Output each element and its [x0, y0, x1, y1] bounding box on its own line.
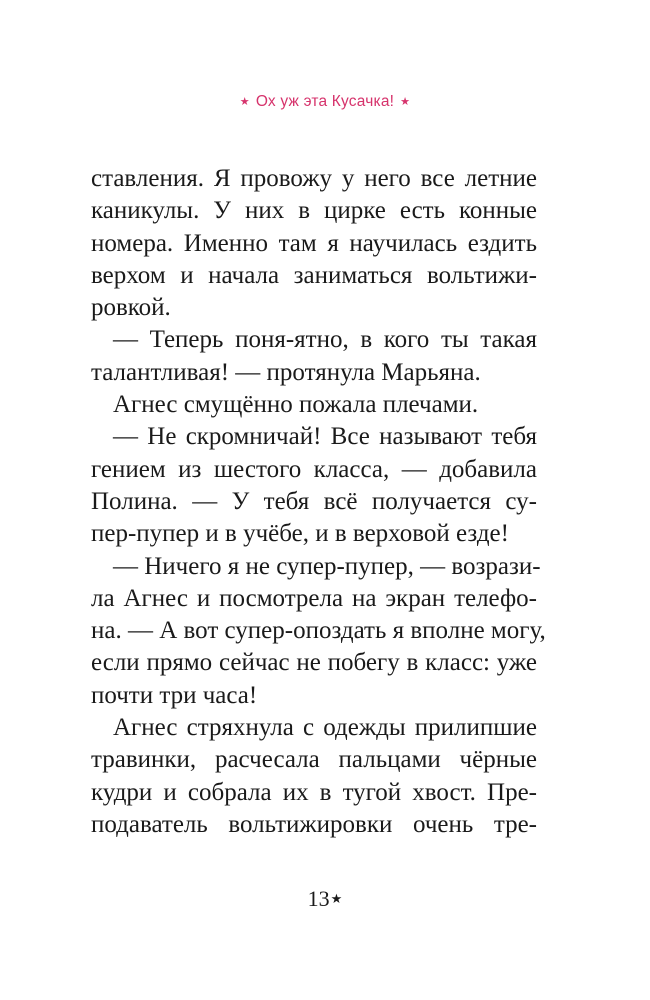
text-line: кудри и собрала их в тугой хвост. Пре- [91, 778, 537, 806]
text-line: на. — А вот супер-опоздать я вполне могу, [91, 617, 546, 645]
star-icon-left: ★ [239, 96, 250, 108]
text-line: почти три часа! [91, 681, 258, 709]
text-line: ровкой. [91, 294, 171, 322]
running-header [0, 93, 650, 111]
body-text [91, 163, 546, 841]
text-line: подаватель вольтижировки очень тре- [91, 810, 537, 838]
running-header-title: Ох уж эта Кусачка! [255, 93, 395, 110]
page-number-value: 13 [307, 886, 330, 911]
text-line: — Ничего я не супер-пупер, — возрази- [113, 552, 541, 580]
text-line: Агнес смущённо пожала плечами. [113, 391, 479, 419]
star-icon-folio: ★ [330, 891, 343, 906]
page-number [0, 886, 650, 912]
text-line: гением из шестого класса, — добавила [91, 455, 537, 483]
text-line: — Не скромничай! Все называют тебя [113, 423, 537, 451]
text-line: каникулы. У них в цирке есть конные [91, 197, 537, 225]
text-line: Полина. — У тебя всё получается су- [91, 487, 537, 515]
text-line: талантливая! — протянула Марьяна. [91, 358, 481, 386]
text-line: ставления. Я провожу у него все летние [91, 165, 537, 192]
text-line: травинки, расчесала пальцами чёрные [91, 746, 537, 774]
text-line: — Теперь поня-ятно, в кого ты такая [113, 326, 537, 354]
text-line: если прямо сейчас не побегу в класс: уже [91, 649, 537, 677]
text-line: пер-пупер и в учёбе, и в верховой езде! [91, 520, 509, 548]
star-icon-right: ★ [400, 96, 411, 108]
text-line: верхом и начала заниматься вольтижи- [91, 261, 537, 289]
text-line: номера. Именно там я научилась ездить [91, 229, 537, 257]
text-line: ла Агнес и посмотрела на экран телефо- [91, 584, 537, 612]
text-line: Агнес стряхнула с одежды прилипшие [113, 714, 537, 742]
